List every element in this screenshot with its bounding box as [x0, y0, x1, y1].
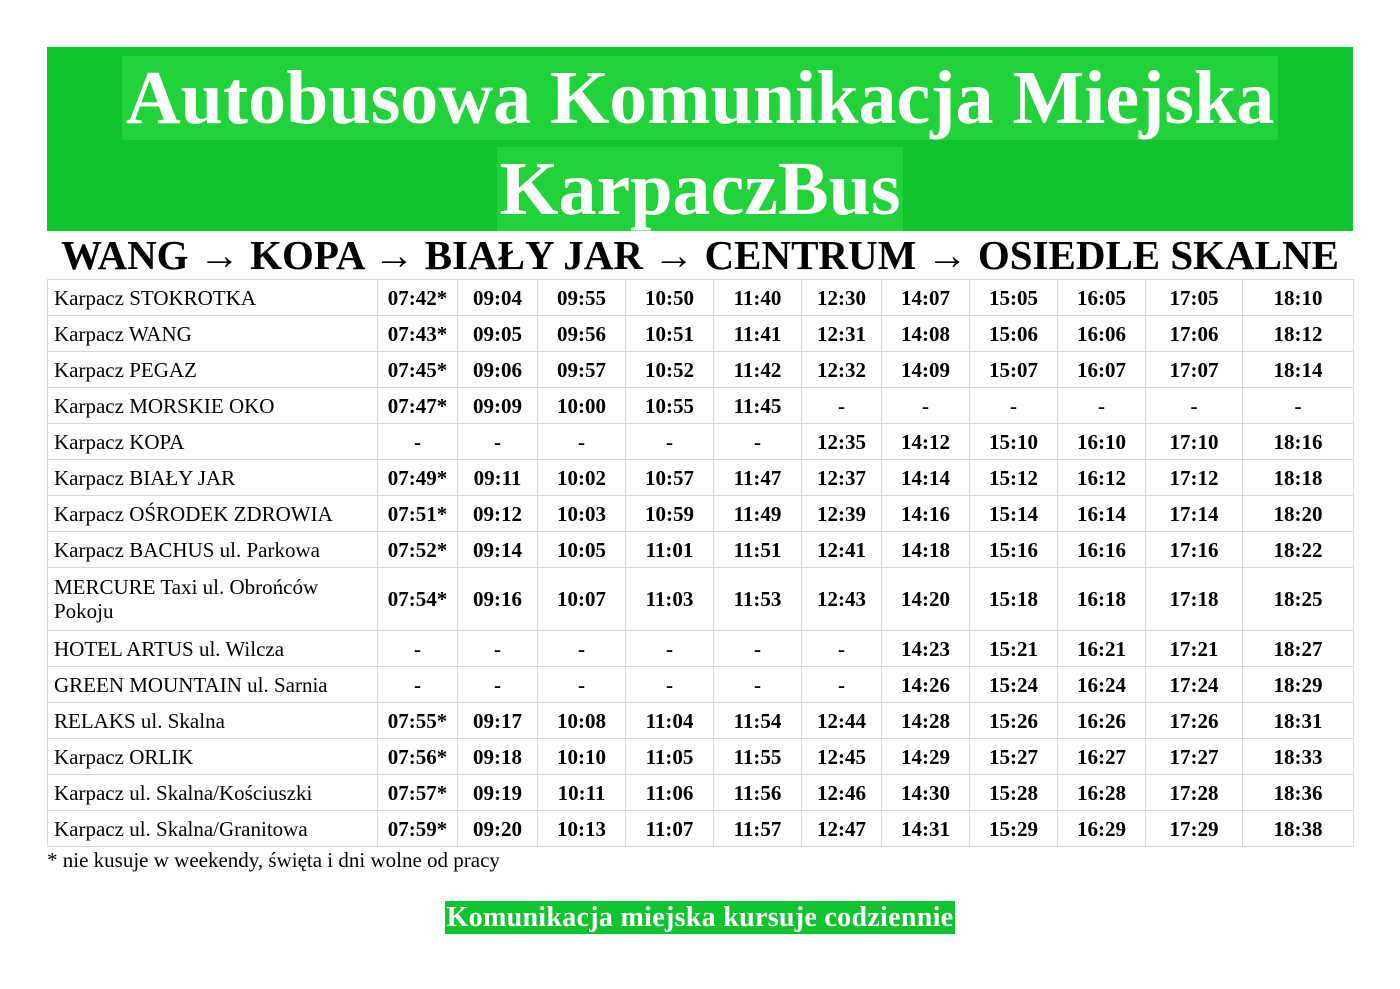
departure-time: 10:05 [538, 532, 626, 568]
departure-time: 09:09 [458, 388, 538, 424]
departure-time: 11:53 [714, 568, 802, 631]
departure-time: 18:14 [1243, 352, 1354, 388]
departure-time: 15:28 [970, 775, 1058, 811]
departure-time: 09:55 [538, 280, 626, 316]
departure-time: 10:13 [538, 811, 626, 847]
departure-time: 14:16 [882, 496, 970, 532]
departure-time: 14:18 [882, 532, 970, 568]
departure-time: 11:04 [626, 703, 714, 739]
table-row [48, 775, 1354, 811]
departure-time: 11:40 [714, 280, 802, 316]
stop-name: Karpacz OŚRODEK ZDROWIA [48, 496, 378, 532]
departure-time: - [1243, 388, 1354, 424]
departure-time: 14:08 [882, 316, 970, 352]
departure-time: 14:20 [882, 568, 970, 631]
departure-time: 17:12 [1146, 460, 1243, 496]
departure-time: 10:50 [626, 280, 714, 316]
departure-time: 17:26 [1146, 703, 1243, 739]
departure-time: - [458, 667, 538, 703]
departure-time: 07:43* [378, 316, 458, 352]
departure-time: 10:07 [538, 568, 626, 631]
departure-time: 10:00 [538, 388, 626, 424]
departure-time: 17:21 [1146, 631, 1243, 667]
departure-time: - [1146, 388, 1243, 424]
departure-time: 15:27 [970, 739, 1058, 775]
table-row [48, 532, 1354, 568]
departure-time: 07:54* [378, 568, 458, 631]
departure-time: 16:05 [1058, 280, 1146, 316]
departure-time: - [458, 631, 538, 667]
departure-time: - [970, 388, 1058, 424]
table-row [48, 811, 1354, 847]
departure-time: 14:29 [882, 739, 970, 775]
departure-time: 16:18 [1058, 568, 1146, 631]
departure-time: 15:05 [970, 280, 1058, 316]
departure-time: 15:16 [970, 532, 1058, 568]
departure-time: 12:47 [802, 811, 882, 847]
departure-time: - [714, 631, 802, 667]
departure-time: 17:24 [1146, 667, 1243, 703]
table-row [48, 496, 1354, 532]
departure-time: 18:29 [1243, 667, 1354, 703]
departure-time: - [714, 424, 802, 460]
departure-time: 18:31 [1243, 703, 1354, 739]
departure-time: 07:42* [378, 280, 458, 316]
departure-time: - [882, 388, 970, 424]
brand-name [47, 146, 1353, 232]
departure-time: 16:28 [1058, 775, 1146, 811]
departure-time: 15:07 [970, 352, 1058, 388]
departure-time: 16:29 [1058, 811, 1146, 847]
departure-time: - [1058, 388, 1146, 424]
departure-time: 12:43 [802, 568, 882, 631]
departure-time: 11:05 [626, 739, 714, 775]
departure-time: 11:03 [626, 568, 714, 631]
stop-name: GREEN MOUNTAIN ul. Sarnia [48, 667, 378, 703]
departure-time: 16:07 [1058, 352, 1146, 388]
departure-time: - [538, 424, 626, 460]
timetable [47, 279, 1354, 847]
stop-name: Karpacz ORLIK [48, 739, 378, 775]
departure-time: 18:27 [1243, 631, 1354, 667]
departure-time: 10:57 [626, 460, 714, 496]
departure-time: 11:49 [714, 496, 802, 532]
departure-time: 18:10 [1243, 280, 1354, 316]
departure-time: 10:11 [538, 775, 626, 811]
departure-time: 11:47 [714, 460, 802, 496]
departure-time: - [802, 388, 882, 424]
departure-time: 14:28 [882, 703, 970, 739]
table-row [48, 460, 1354, 496]
departure-time: 11:55 [714, 739, 802, 775]
departure-time: 07:59* [378, 811, 458, 847]
departure-time: 07:52* [378, 532, 458, 568]
departure-time: 17:06 [1146, 316, 1243, 352]
departure-time: 12:31 [802, 316, 882, 352]
departure-time: 17:05 [1146, 280, 1243, 316]
table-row [48, 568, 1354, 631]
departure-time: 18:38 [1243, 811, 1354, 847]
departure-time: 18:36 [1243, 775, 1354, 811]
departure-time: 07:57* [378, 775, 458, 811]
departure-time: 12:44 [802, 703, 882, 739]
departure-time: - [378, 631, 458, 667]
departure-time: 07:55* [378, 703, 458, 739]
departure-time: 09:18 [458, 739, 538, 775]
departure-time: - [538, 667, 626, 703]
departure-time: 10:03 [538, 496, 626, 532]
departure-time: 09:19 [458, 775, 538, 811]
departure-time: 18:16 [1243, 424, 1354, 460]
stop-name: Karpacz ul. Skalna/Kościuszki [48, 775, 378, 811]
departure-time: 09:11 [458, 460, 538, 496]
departure-time: 16:14 [1058, 496, 1146, 532]
departure-time: - [378, 424, 458, 460]
departure-time: 17:27 [1146, 739, 1243, 775]
route-heading: WANG → KOPA → BIAŁY JAR → CENTRUM → OSIEDLE SKALNE [61, 232, 1339, 278]
departure-time: 15:12 [970, 460, 1058, 496]
departure-time: 12:39 [802, 496, 882, 532]
departure-time: 11:01 [626, 532, 714, 568]
departure-time: 10:02 [538, 460, 626, 496]
departure-time: 10:52 [626, 352, 714, 388]
departure-time: 11:42 [714, 352, 802, 388]
departure-time: 14:26 [882, 667, 970, 703]
departure-time: 07:51* [378, 496, 458, 532]
departure-time: 14:14 [882, 460, 970, 496]
departure-time: 09:17 [458, 703, 538, 739]
table-row [48, 280, 1354, 316]
departure-time: - [378, 667, 458, 703]
departure-time: 17:07 [1146, 352, 1243, 388]
departure-time: - [802, 667, 882, 703]
stop-name: Karpacz MORSKIE OKO [48, 388, 378, 424]
stop-name: Karpacz BIAŁY JAR [48, 460, 378, 496]
departure-time: 09:56 [538, 316, 626, 352]
departure-time: 14:30 [882, 775, 970, 811]
departure-time: 16:06 [1058, 316, 1146, 352]
departure-time: 11:57 [714, 811, 802, 847]
departure-time: 07:45* [378, 352, 458, 388]
departure-time: 09:57 [538, 352, 626, 388]
departure-time: 11:45 [714, 388, 802, 424]
departure-time: 09:05 [458, 316, 538, 352]
table-row [48, 739, 1354, 775]
departure-time: 17:18 [1146, 568, 1243, 631]
departure-time: 10:51 [626, 316, 714, 352]
departure-time: 17:10 [1146, 424, 1243, 460]
stop-name: Karpacz BACHUS ul. Parkowa [48, 532, 378, 568]
departure-time: 18:22 [1243, 532, 1354, 568]
departure-time: 15:06 [970, 316, 1058, 352]
departure-time: 17:28 [1146, 775, 1243, 811]
departure-time: 16:24 [1058, 667, 1146, 703]
stop-name: Karpacz STOKROTKA [48, 280, 378, 316]
departure-time: 14:23 [882, 631, 970, 667]
departure-time: 11:51 [714, 532, 802, 568]
departure-time: 16:26 [1058, 703, 1146, 739]
departure-time: - [458, 424, 538, 460]
departure-time: 12:46 [802, 775, 882, 811]
departure-time: 09:04 [458, 280, 538, 316]
table-row [48, 667, 1354, 703]
departure-time: 16:16 [1058, 532, 1146, 568]
departure-time: 17:16 [1146, 532, 1243, 568]
table-row [48, 703, 1354, 739]
table-row [48, 352, 1354, 388]
departure-time: 15:21 [970, 631, 1058, 667]
departure-time: 09:14 [458, 532, 538, 568]
departure-time: 12:45 [802, 739, 882, 775]
departure-time: 12:30 [802, 280, 882, 316]
departure-time: 09:20 [458, 811, 538, 847]
departure-time: 16:12 [1058, 460, 1146, 496]
departure-time: - [538, 631, 626, 667]
table-row [48, 388, 1354, 424]
departure-time: 11:41 [714, 316, 802, 352]
footer-text: Komunikacja miejska kursuje codziennie [446, 902, 954, 933]
departure-time: 15:24 [970, 667, 1058, 703]
departure-time: 11:54 [714, 703, 802, 739]
departure-time: - [626, 424, 714, 460]
departure-time: 18:25 [1243, 568, 1354, 631]
departure-time: 12:32 [802, 352, 882, 388]
departure-time: 10:08 [538, 703, 626, 739]
departure-time: 18:33 [1243, 739, 1354, 775]
departure-time: 16:27 [1058, 739, 1146, 775]
departure-time: 07:47* [378, 388, 458, 424]
departure-time: 10:59 [626, 496, 714, 532]
departure-time: 18:12 [1243, 316, 1354, 352]
departure-time: 12:35 [802, 424, 882, 460]
departure-time: - [626, 631, 714, 667]
table-row [48, 316, 1354, 352]
stop-name: Karpacz KOPA [48, 424, 378, 460]
departure-time: - [714, 667, 802, 703]
departure-time: 14:31 [882, 811, 970, 847]
departure-time: 14:12 [882, 424, 970, 460]
departure-time: 14:09 [882, 352, 970, 388]
stop-name: Karpacz WANG [48, 316, 378, 352]
departure-time: 14:07 [882, 280, 970, 316]
stop-name: Karpacz PEGAZ [48, 352, 378, 388]
departure-time: 16:21 [1058, 631, 1146, 667]
departure-time: 12:41 [802, 532, 882, 568]
departure-time: - [626, 667, 714, 703]
departure-time: 10:10 [538, 739, 626, 775]
departure-time: 09:06 [458, 352, 538, 388]
departure-time: 11:07 [626, 811, 714, 847]
stop-name: RELAKS ul. Skalna [48, 703, 378, 739]
departure-time: 15:26 [970, 703, 1058, 739]
departure-time: 15:14 [970, 496, 1058, 532]
departure-time: 07:49* [378, 460, 458, 496]
departure-time: 09:16 [458, 568, 538, 631]
table-row [48, 631, 1354, 667]
departure-time: 07:56* [378, 739, 458, 775]
footer-banner [0, 900, 1400, 936]
departure-time: 16:10 [1058, 424, 1146, 460]
departure-time: 11:56 [714, 775, 802, 811]
departure-time: 11:06 [626, 775, 714, 811]
stop-name: MERCURE Taxi ul. Obrońców Pokoju [48, 568, 378, 631]
page-title [47, 55, 1353, 141]
footnote: * nie kusuje w weekendy, święta i dni wolne od pracy [47, 848, 500, 872]
departure-time: - [802, 631, 882, 667]
departure-time: 15:10 [970, 424, 1058, 460]
table-row [48, 424, 1354, 460]
departure-time: 17:14 [1146, 496, 1243, 532]
departure-time: 09:12 [458, 496, 538, 532]
stop-name: Karpacz ul. Skalna/Granitowa [48, 811, 378, 847]
departure-time: 15:29 [970, 811, 1058, 847]
departure-time: 17:29 [1146, 811, 1243, 847]
stop-name: HOTEL ARTUS ul. Wilcza [48, 631, 378, 667]
departure-time: 10:55 [626, 388, 714, 424]
departure-time: 15:18 [970, 568, 1058, 631]
departure-time: 12:37 [802, 460, 882, 496]
title-line1: Autobusowa Komunikacja Miejska [122, 56, 1279, 140]
title-line2: KarpaczBus [499, 147, 901, 231]
departure-time: 18:20 [1243, 496, 1354, 532]
departure-time: 18:18 [1243, 460, 1354, 496]
